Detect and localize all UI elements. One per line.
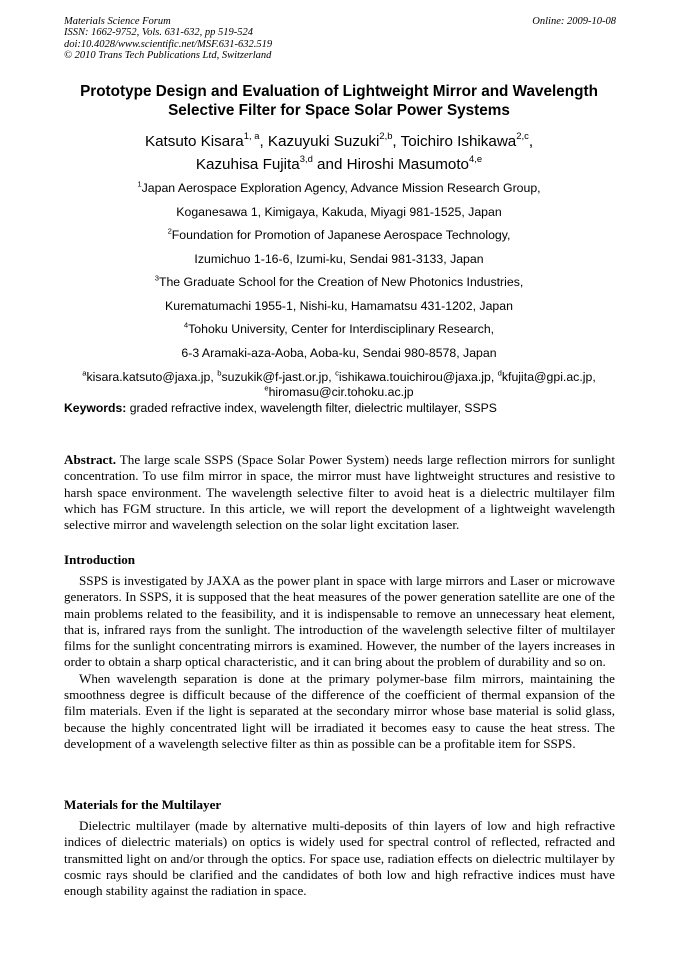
author-sup: 3,d — [299, 152, 313, 164]
email-address: hiromasu@cir.tohoku.ac.jp — [268, 385, 414, 399]
affiliation-line — [40, 177, 638, 201]
keywords-label: Keywords: — [64, 401, 127, 415]
title-line-1: Prototype Design and Evaluation of Lightweight Mirror and Wavelength — [80, 83, 598, 100]
abstract-label: Abstract. — [64, 452, 116, 467]
affiliation-text: Tohoku University, Center for Interdisciplinary Research, — [188, 322, 495, 336]
author-line-2 — [40, 153, 638, 176]
email-sup: c — [335, 368, 339, 378]
keywords-text: graded refractive index, wavelength filter, dielectric multilayer, SSPS — [129, 401, 497, 415]
journal-copyright: © 2010 Trans Tech Publications Ltd, Switzerland — [64, 49, 272, 61]
materials-body — [64, 818, 615, 899]
author-name: Kazuyuki Suzuki — [267, 133, 380, 150]
email-list — [40, 370, 638, 400]
author-sup: 2,b — [379, 129, 393, 141]
email-sup: e — [264, 383, 269, 393]
title-line-2: Selective Filter for Space Solar Power Systems — [168, 102, 510, 119]
author-list — [40, 130, 638, 176]
journal-doi: doi:10.4028/www.scientific.net/MSF.631-632.519 — [64, 38, 273, 50]
affiliation-address: 6-3 Aramaki-aza-Aoba, Aoba-ku, Sendai 980-8578, Japan — [181, 345, 497, 360]
author-line-1 — [40, 130, 638, 153]
affiliation-text: Foundation for Promotion of Japanese Aerospace Technology, — [171, 228, 511, 242]
affiliation-address: Kurematumachi 1955-1, Nishi-ku, Hamamatsu 431-1202, Japan — [165, 298, 513, 313]
materials-heading: Materials for the Multilayer — [64, 797, 222, 812]
paper-title — [40, 82, 638, 120]
email-address: kfujita@gpi.ac.jp — [501, 370, 593, 384]
author-and: and — [317, 156, 343, 173]
affiliation-num: 4 — [183, 320, 189, 330]
affiliation-line — [40, 271, 638, 295]
author-name: Katsuto Kisara — [144, 133, 244, 150]
keywords — [64, 401, 616, 416]
affiliation-line — [40, 318, 638, 342]
email-address: suzukik@f-jast.or.jp — [221, 370, 329, 384]
affiliation-address: Koganesawa 1, Kimigaya, Kakuda, Miyagi 981-1525, Japan — [176, 204, 502, 219]
affiliation-num: 1 — [137, 179, 142, 189]
affiliation-num: 2 — [167, 226, 172, 236]
email-line-2 — [40, 385, 638, 400]
abstract — [64, 452, 615, 533]
author-name: Kazuhisa Fujita — [195, 156, 300, 173]
online-date: Online: 2009-10-08 — [532, 16, 616, 27]
affiliations — [40, 177, 638, 400]
introduction-heading: Introduction — [64, 552, 136, 567]
email-sup: b — [217, 368, 222, 378]
author-sup: 4,e — [469, 152, 483, 164]
author-name: Hiroshi Masumoto — [346, 156, 470, 173]
author-name: Toichiro Ishikawa — [400, 133, 517, 150]
affiliation-text: The Graduate School for the Creation of New Photonics Industries, — [158, 275, 524, 289]
email-address: kisara.katsuto@jaxa.jp — [86, 370, 211, 384]
introduction-paragraph-2: When wavelength separation is done at the primary polymer-base film mirrors, maintaining the smoothness degree is difficult because of the difference of the coefficient of thermal expansion of the film materials. Even if the light is separated at the secondary mirror whose base material is solid glass, because the highly concentrated light will be irradiated it becomes easy to cause the heat stress. The development of a wavelength selective filter as thin as possible can be a profitable item for SSPS. — [64, 670, 615, 751]
email-sup: d — [497, 368, 502, 378]
author-separator: , — [528, 133, 534, 150]
affiliation-address: Izumichuo 1-16-6, Izumi-ku, Sendai 981-3133, Japan — [194, 251, 484, 266]
journal-name: Materials Science Forum — [64, 16, 171, 27]
email-line-1: $^a$kisara.katsuto@jaxa.jp, $^b$suzukik@f-jast.or.jp, $^c$ishikawa.touichirou@jaxa.jp, $^d$kfujita@gpi.ac.jp, — [82, 368, 596, 384]
author-sup: 1, a — [243, 129, 260, 141]
affiliation-num: 3 — [154, 273, 159, 283]
introduction-body — [64, 573, 615, 752]
affiliation-text: Japan Aerospace Exploration Agency, Advance Mission Research Group, — [141, 181, 541, 195]
abstract-text: The large scale SSPS (Space Solar Power System) needs large reflection mirrors for sunlight concentration. To use film mirror in space, the mirror must have lightweight structures and resistive to harsh space environment. The wavelength selective filter to avoid heat is a dielectric multilayer film which has FGM structure. In this article, we will report the development of a lightweight wavelength selective mirror and wavelength selection on the solar light excitation laser. — [64, 452, 615, 533]
email-address: ishikawa.touichirou@jaxa.jp — [338, 370, 491, 384]
journal-header — [64, 16, 616, 61]
author-separator: , — [259, 133, 264, 150]
materials-paragraph-1: Dielectric multilayer (made by alternative multi-deposits of thin layers of low and high refractive indices of dielectric materials) on optics is widely used for spectral control of reflected, refracted and transmitted light on and/or through the optics. For space use, radiation effects on dielectric multilayer by cosmic rays should be clarified and the candidates of both low and high refractive indices must have enough stability against the radiation in space. — [64, 818, 615, 899]
affiliation-line — [40, 224, 638, 248]
author-sup: 2,c — [516, 129, 529, 141]
author-separator: , — [392, 133, 397, 150]
email-sup: a — [82, 368, 87, 378]
introduction-paragraph-1: SSPS is investigated by JAXA as the power plant in space with large mirrors and Laser or microwave generators. In SSPS, it is supposed that the heat measures of the power generation satellite are one of the main problems related to the feasibility, and it is indispensable to remove an unnecessary heat element, that is, infrared rays from the sunlight. The introduction of the wavelength selective filter of multilayer films for the sunlight concentrating mirrors is examined. However, the number of the layers increases in order to obtain a sharp optical characteristic, and it can bring about the problem of durability and so on. — [64, 573, 615, 670]
journal-issn: ISSN: 1662-9752, Vols. 631-632, pp 519-524 — [64, 27, 253, 39]
